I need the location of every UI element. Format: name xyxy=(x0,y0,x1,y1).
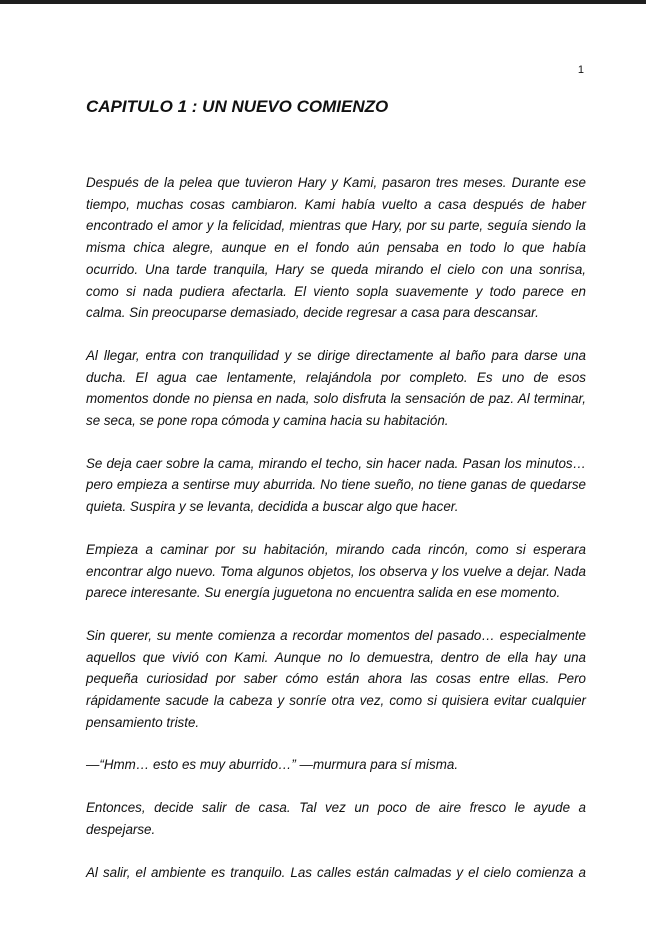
paragraph: Empieza a caminar por su habitación, mirando cada rincón, como si esperara encontrar algo nuevo. Toma algunos objetos, los observa y los vuelve a dejar. Nada parece interesante. Su energía juguetona no encuentra salida en ese momento. xyxy=(86,541,586,601)
paragraph: Después de la pelea que tuvieron Hary y Kami, pasaron tres meses. Durante ese tiempo, muchas cosas cambiaron. Kami había vuelto a casa después de haber encontrado el amor y la felicidad, mientras que Hary, por su parte, seguía siendo la misma chica alegre, aunque en el fondo aún pensaba en todo lo que había ocurrido. Una tarde tranquila, Hary se queda mirando el cielo con una sonrisa, como si nada pudiera afectarla. El viento sopla suavemente y todo parece en calma. Sin preocuparse demasiado, decide regresar a casa para descansar. xyxy=(86,175,586,321)
paragraph: Al llegar, entra con tranquilidad y se dirige directamente al baño para darse una ducha. El agua cae lentamente, relajándola por completo. Es uno de esos momentos donde no piensa en nada, solo disfruta la sensación de paz. Al terminar, se seca, se pone ropa cómoda y camina hacia su habitación. xyxy=(86,347,586,429)
paragraph: Al salir, el ambiente es tranquilo. Las calles están calmadas y el cielo comienza a xyxy=(86,864,586,880)
dialogue-line: —“Hmm… esto es muy aburrido…” —murmura para sí misma. xyxy=(86,757,459,773)
paragraph: Entonces, decide salir de casa. Tal vez un poco de aire fresco le ayude a despejarse. xyxy=(86,800,586,837)
chapter-body xyxy=(86,172,586,904)
paragraph: Sin querer, su mente comienza a recordar momentos del pasado… especialmente aquellos que vivió con Kami. Aunque no lo demuestra, dentro de ella hay una pequeña curiosidad por saber cómo están ahora las cosas entre ellas. Pero rápidamente sacude la cabeza y sonríe otra vez, como si quisiera evitar cualquier pensamiento triste. xyxy=(86,627,586,730)
paragraph: Se deja caer sobre la cama, mirando el techo, sin hacer nada. Pasan los minutos… pero empieza a sentirse muy aburrida. No tiene sueño, no tiene ganas de quedarse quieta. Suspira y se levanta, decidida a buscar algo que hacer. xyxy=(86,455,586,515)
page-number: 1 xyxy=(577,64,584,76)
page-top-border xyxy=(0,0,646,4)
chapter-title: CAPITULO 1 : UN NUEVO COMIENZO xyxy=(86,97,389,116)
